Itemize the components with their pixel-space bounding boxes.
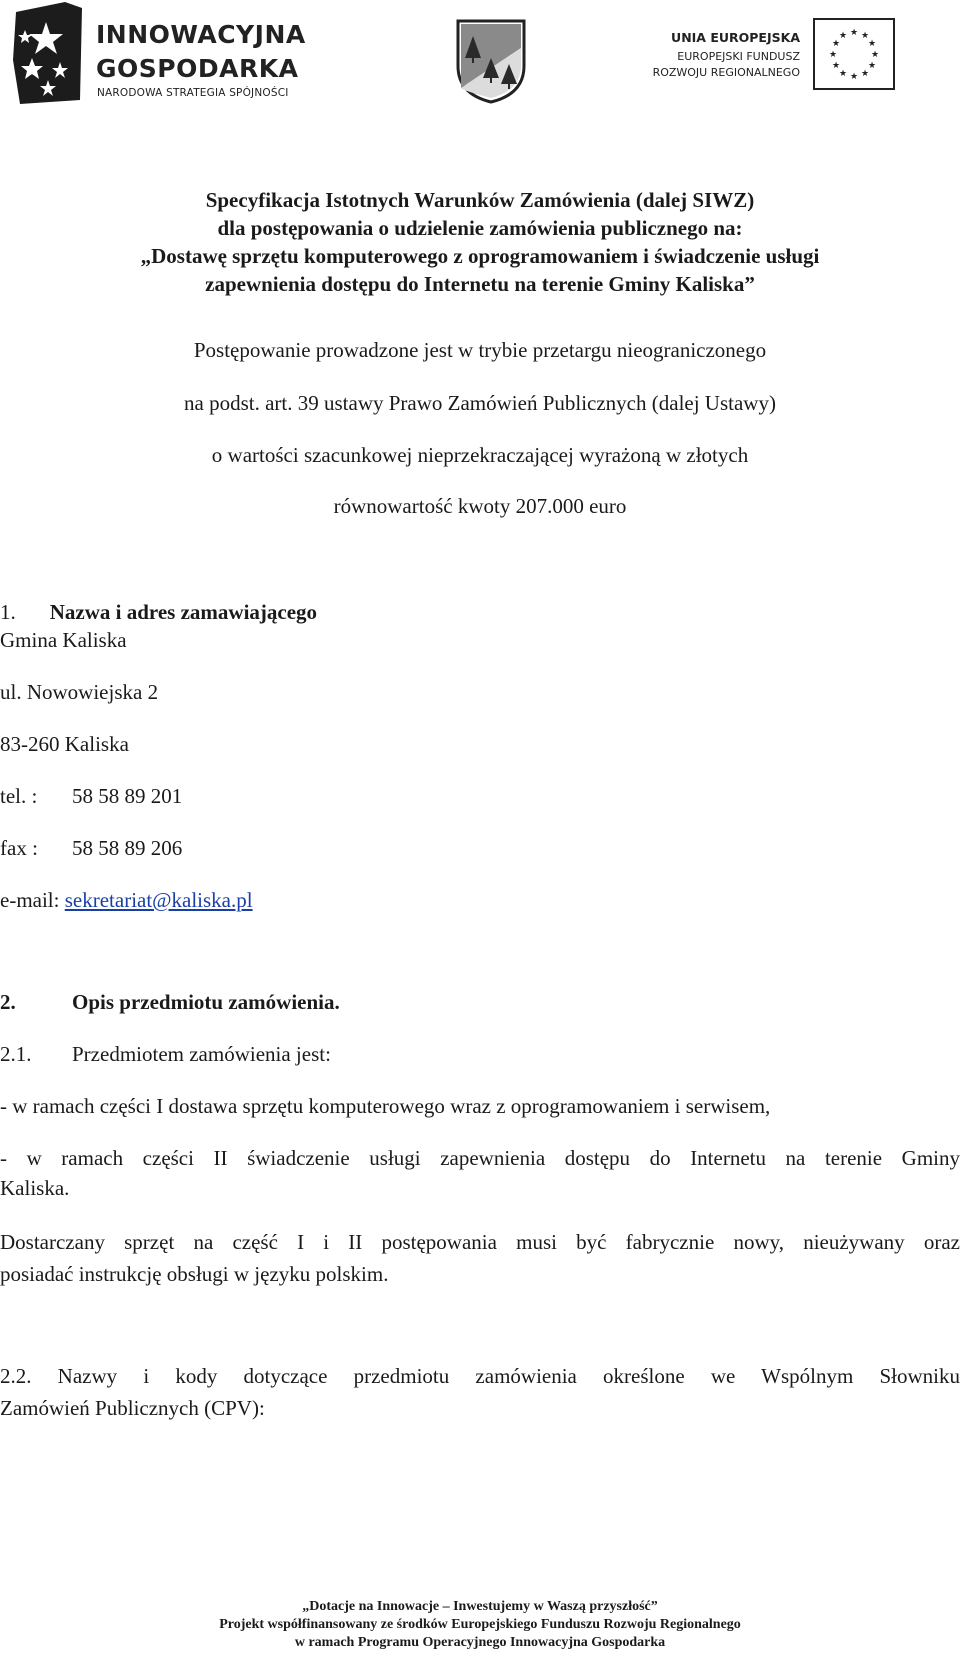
scope-item-2-line-2: Kaliska.	[0, 1176, 70, 1200]
footer-line-1: „Dotacje na Innowacje – Inwestujemy w Waszą przyszłość”	[302, 1599, 658, 1614]
document-title	[0, 186, 960, 298]
svg-text:★: ★	[870, 50, 880, 60]
svg-text:★: ★	[838, 69, 848, 79]
orderer-phone	[0, 784, 183, 809]
section-1-heading	[0, 600, 317, 625]
svg-text:★: ★	[828, 50, 838, 60]
phone-value: 58 58 89 201	[72, 784, 183, 808]
footer-line-2: Projekt współfinansowany ze środków Europejskiego Funduszu Rozwoju Regionalnego	[219, 1617, 741, 1632]
svg-text:★: ★	[860, 31, 870, 41]
eu-logo-line2: EUROPEJSKI FUNDUSZ	[677, 50, 800, 63]
footer-line-3: w ramach Programu Operacyjnego Innowacyjna Gospodarka	[294, 1635, 666, 1650]
logo-text-line2: GOSPODARKA	[96, 54, 299, 83]
scope-item-2-line-1: - w ramach części II świadczenie usługi zapewnienia dostępu do Internetu na terenie Gminy	[0, 1146, 960, 1170]
innowacyjna-gospodarka-logo	[0, 0, 330, 110]
svg-text:★: ★	[831, 39, 841, 49]
star-figure-icon	[10, 0, 85, 105]
gmina-coat-of-arms-icon	[455, 18, 527, 104]
subsection-2-1-text: Przedmiotem zamówienia jest:	[72, 1042, 331, 1066]
title-line-4: zapewnienia dostępu do Internetu na terenie Gminy Kaliska”	[205, 272, 755, 296]
svg-text:★: ★	[831, 61, 841, 71]
eu-logo-line1: UNIA EUROPEJSKA	[671, 30, 800, 45]
section-2-title: Opis przedmiotu zamówienia.	[72, 990, 340, 1014]
title-line-1: Specyfikacja Istotnych Warunków Zamówienia (dalej SIWZ)	[205, 188, 755, 212]
procedure-line-4: równowartość kwoty 207.000 euro	[333, 494, 627, 518]
section-1-title: Nazwa i adres zamawiającego	[49, 600, 318, 624]
section-1-number: 1.	[0, 600, 16, 624]
orderer-email	[0, 888, 253, 913]
equipment-requirement-line-2: posiadać instrukcję obsługi w języku polskim.	[0, 1262, 389, 1286]
svg-text:★: ★	[867, 61, 877, 71]
svg-text:★: ★	[849, 72, 859, 82]
scope-item-1: - w ramach części I dostawa sprzętu komputerowego wraz z oprogramowaniem i serwisem,	[0, 1094, 771, 1118]
cpv-heading-line-2: Zamówień Publicznych (CPV):	[0, 1396, 265, 1420]
page-footer	[0, 1598, 960, 1652]
svg-text:★: ★	[867, 39, 877, 49]
equipment-requirement-line-1: Dostarczany sprzęt na część I i II postępowania musi być fabrycznie nowy, nieużywany oraz	[0, 1230, 960, 1254]
procedure-line-2: na podst. art. 39 ustawy Prawo Zamówień Publicznych (dalej Ustawy)	[184, 391, 776, 415]
section-2-heading	[0, 990, 340, 1015]
svg-text:★: ★	[849, 28, 859, 38]
svg-text:★: ★	[860, 69, 870, 79]
orderer-fax	[0, 836, 183, 861]
section-2-number: 2.	[0, 990, 16, 1014]
procedure-line-3: o wartości szacunkowej nieprzekraczającej wyrażoną w złotych	[211, 443, 749, 467]
subsection-2-1	[0, 1042, 600, 1067]
eu-flag-icon	[813, 18, 895, 90]
phone-label: tel. :	[0, 784, 38, 808]
procedure-line-1: Postępowanie prowadzone jest w trybie przetargu nieograniczonego	[193, 338, 767, 362]
subsection-2-1-number: 2.1.	[0, 1042, 32, 1066]
orderer-city: 83-260 Kaliska	[0, 732, 129, 756]
logo-text-line1: INNOWACYJNA	[96, 20, 306, 49]
email-link[interactable]: sekretariat@kaliska.pl	[64, 888, 253, 912]
title-line-2: dla postępowania o udzielenie zamówienia publicznego na:	[217, 216, 743, 240]
svg-text:★: ★	[838, 31, 848, 41]
fax-value: 58 58 89 206	[72, 836, 183, 860]
title-line-3: „Dostawę sprzętu komputerowego z oprogramowaniem i świadczenie usługi	[140, 244, 820, 268]
eu-fund-logo	[645, 18, 895, 93]
logo-text-line3: NARODOWA STRATEGIA SPÓJNOŚCI	[97, 87, 289, 99]
orderer-name: Gmina Kaliska	[0, 628, 127, 652]
fax-label: fax :	[0, 836, 38, 860]
eu-logo-line3: ROZWOJU REGIONALNEGO	[652, 66, 800, 79]
cpv-heading-line-1: 2.2. Nazwy i kody dotyczące przedmiotu zamówienia określone we Wspólnym Słowniku	[0, 1364, 960, 1388]
orderer-street: ul. Nowowiejska 2	[0, 680, 159, 704]
email-label: e-mail:	[0, 888, 60, 912]
